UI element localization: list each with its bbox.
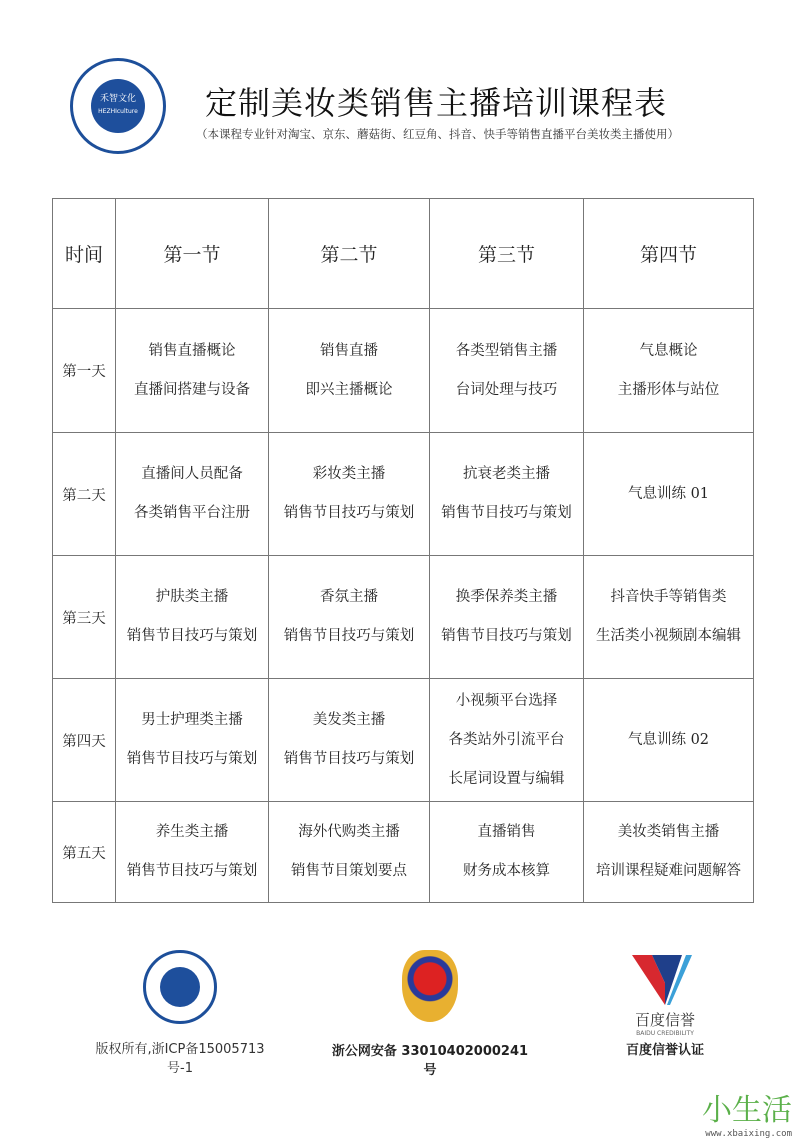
course-cell — [584, 802, 754, 903]
course-cell — [584, 679, 754, 802]
course-line: 生活类小视频剧本编辑 — [596, 628, 741, 644]
course-cell — [584, 556, 754, 679]
course-line: 销售节目技巧与策划 — [126, 863, 258, 879]
table-row — [53, 802, 754, 903]
baidu-logo-en: BAIDU CREDIBILITY — [636, 1030, 694, 1037]
course-line: 各类站外引流平台 — [448, 731, 565, 748]
course-cell — [430, 309, 584, 433]
course-line: 护肤类主播 — [155, 589, 229, 605]
footer-police — [330, 950, 530, 1078]
course-line: 销售节目技巧与策划 — [283, 505, 415, 521]
course-line: 即兴主播概论 — [305, 381, 393, 398]
course-line: 台词处理与技巧 — [455, 381, 558, 398]
course-line: 各类销售平台注册 — [134, 505, 250, 521]
header-cell: 第一节 — [116, 199, 269, 309]
watermark-name: 小生活 — [702, 1093, 792, 1128]
table-row — [53, 309, 754, 433]
course-line: 抖音快手等销售类 — [610, 589, 727, 605]
schedule-table — [52, 198, 754, 903]
footer-copyright — [90, 950, 270, 1076]
watermark-url: www.xbaixing.com — [705, 1129, 792, 1139]
course-cell — [430, 679, 584, 802]
course-line: 财务成本核算 — [463, 863, 550, 879]
course-line: 美妆类销售主播 — [617, 824, 720, 840]
course-line: 香氛主播 — [320, 589, 378, 605]
course-line: 销售直播 — [320, 342, 378, 359]
footer-baidu — [600, 955, 730, 1058]
course-cell — [430, 433, 584, 556]
day-cell: 第二天 — [53, 433, 116, 556]
table-row — [53, 679, 754, 802]
day-cell: 第一天 — [53, 309, 116, 433]
page-subtitle: （本课程专业针对淘宝、京东、蘑菇街、红豆角、抖音、快手等销售直播平台美妆类主播使用） — [196, 127, 679, 141]
baidu-text: 百度信誉认证 — [625, 1043, 704, 1058]
course-cell — [430, 556, 584, 679]
logo-text: 禾智文化 — [99, 94, 136, 104]
course-line: 长尾词设置与编辑 — [448, 770, 565, 787]
course-cell — [116, 802, 269, 903]
course-line: 换季保养类主播 — [455, 589, 558, 605]
police-text: 浙公网安备 33010402000241号 — [331, 1044, 529, 1078]
course-line: 直播间搭建与设备 — [134, 381, 250, 398]
logo-sub: HEZHIculture — [98, 108, 138, 115]
course-line: 气息概论 — [639, 342, 698, 359]
course-line: 主播形体与站位 — [617, 381, 720, 398]
watermark — [702, 1085, 792, 1139]
course-cell — [269, 433, 430, 556]
course-line: 气息训练 02 — [627, 731, 710, 748]
course-line: 气息训练 01 — [627, 485, 710, 502]
course-line: 销售节目技巧与策划 — [283, 628, 415, 644]
course-line: 养生类主播 — [155, 824, 229, 840]
header-cell: 第三节 — [430, 199, 584, 309]
course-line: 各类型销售主播 — [455, 342, 558, 359]
course-cell — [269, 802, 430, 903]
course-cell — [584, 433, 754, 556]
course-cell — [116, 309, 269, 433]
header-cell: 第二节 — [269, 199, 430, 309]
course-cell — [116, 556, 269, 679]
course-line: 销售节目技巧与策划 — [283, 751, 415, 767]
hezhi-small-logo — [143, 950, 217, 1024]
header-cell: 时间 — [53, 199, 116, 309]
header-cell: 第四节 — [584, 199, 754, 309]
course-line: 销售节目技巧与策划 — [441, 505, 572, 521]
table-row — [53, 556, 754, 679]
header-row — [53, 199, 754, 309]
course-line: 直播销售 — [477, 824, 536, 840]
day-cell: 第三天 — [53, 556, 116, 679]
day-cell: 第四天 — [53, 679, 116, 802]
course-line: 培训课程疑难问题解答 — [596, 863, 741, 879]
table-row — [53, 433, 754, 556]
baidu-logo-text: 百度信誉 — [634, 1011, 695, 1029]
course-line: 小视频平台选择 — [455, 692, 558, 709]
course-cell — [430, 802, 584, 903]
course-line: 销售节目技巧与策划 — [126, 751, 258, 767]
course-cell — [116, 433, 269, 556]
course-line: 抗衰老类主播 — [463, 466, 550, 482]
course-cell — [269, 679, 430, 802]
course-line: 销售直播概论 — [148, 342, 236, 359]
course-line: 直播间人员配备 — [141, 466, 243, 482]
page-title: 定制美妆类销售主播培训课程表 — [205, 84, 668, 122]
course-cell — [269, 556, 430, 679]
hezhi-logo — [70, 58, 166, 154]
course-line: 美发类主播 — [312, 712, 386, 728]
course-cell — [116, 679, 269, 802]
course-line: 彩妆类主播 — [312, 466, 386, 482]
course-line: 男士护理类主播 — [141, 712, 243, 728]
course-line: 销售节目技巧与策划 — [126, 628, 258, 644]
course-cell — [584, 309, 754, 433]
day-cell: 第五天 — [53, 802, 116, 903]
police-badge-icon — [402, 950, 458, 1022]
baidu-v-icon — [632, 955, 698, 1005]
course-line: 销售节目策划要点 — [291, 863, 407, 879]
course-cell — [269, 309, 430, 433]
course-line: 销售节目技巧与策划 — [441, 628, 572, 644]
course-line: 海外代购类主播 — [298, 824, 400, 840]
icp-text: 版权所有,浙ICP备15005713号-1 — [95, 1042, 265, 1076]
